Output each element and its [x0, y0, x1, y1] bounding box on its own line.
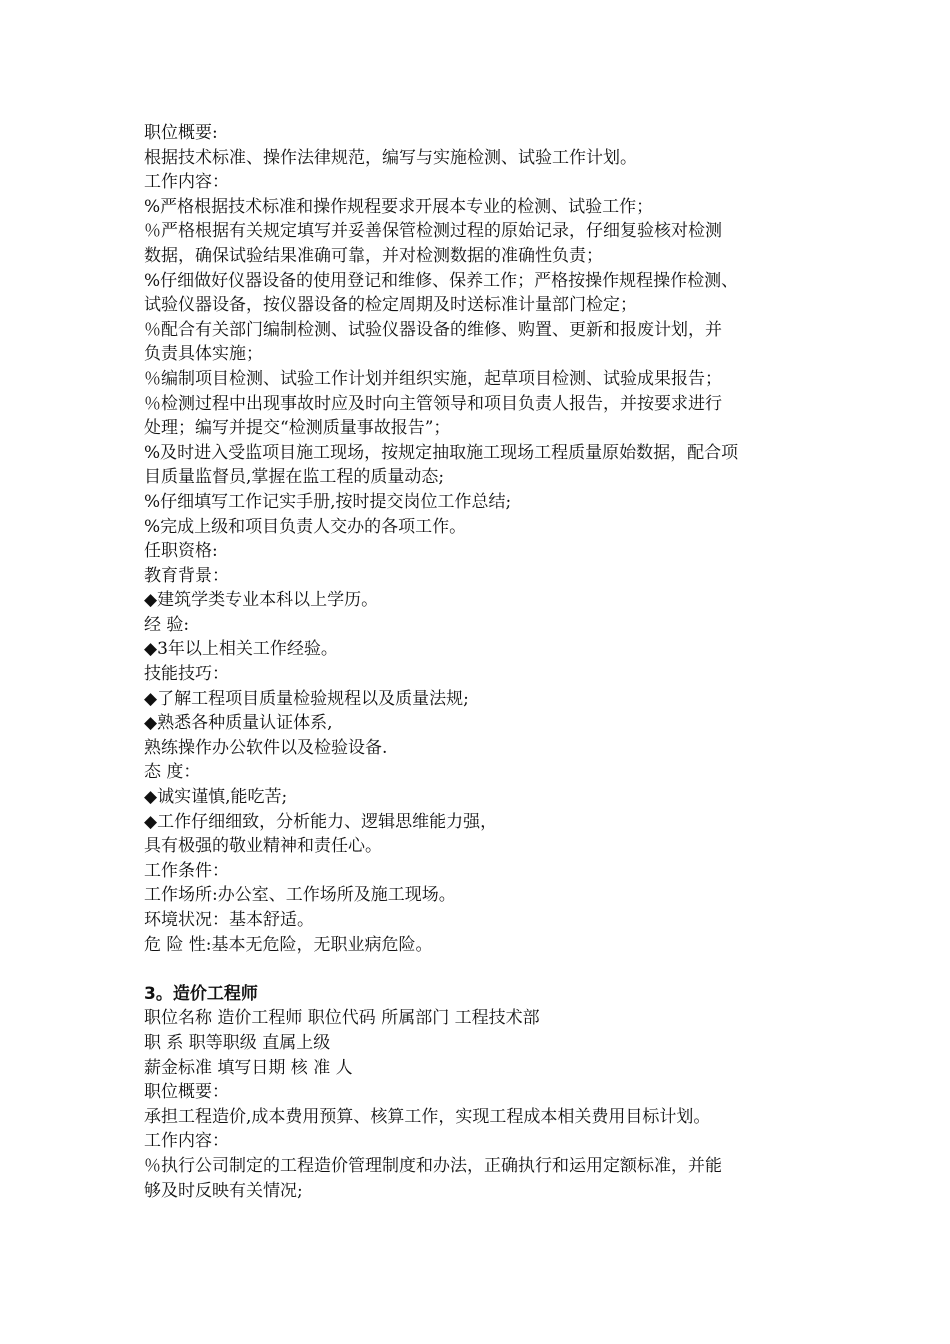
text-line: ◆诚实谨慎,能吃苦;	[144, 787, 288, 808]
text-line: ％编制项目检测、试验工作计划并组织实施，起草项目检测、试验成果报告；	[144, 368, 722, 389]
blank-line	[144, 957, 814, 982]
text-line: %仔细做好仪器设备的使用登记和维修、保养工作；严格按操作规程操作检测、	[144, 270, 739, 291]
text-line: 试验仪器设备，按仪器设备的检定周期及时送标准计量部门检定；	[144, 295, 637, 316]
text-line: 根据技术标准、操作法律规范，编写与实施检测、试验工作计划。	[144, 147, 637, 168]
text-line: ◆建筑学类专业本科以上学历。	[144, 590, 379, 611]
text-line: 工作内容：	[144, 1131, 229, 1152]
text-line: 危 险 性:基本无危险，无职业病危险。	[144, 934, 433, 955]
text-line: ％严格根据有关规定填写并妥善保管检测过程的原始记录，仔细复验核对检测	[144, 221, 722, 242]
text-line: 教育背景：	[144, 565, 229, 586]
text-line: 经 验:	[144, 614, 190, 635]
text-line: %仔细填写工作记实手册,按时提交岗位工作总结;	[144, 491, 512, 512]
text-line: %及时进入受监项目施工现场，按规定抽取施工现场工程质量原始数据，配合项	[144, 442, 739, 463]
text-line: ◆3年以上相关工作经验。	[144, 639, 338, 660]
text-line: %完成上级和项目负责人交办的各项工作。	[144, 516, 467, 537]
text-line: 熟练操作办公软件以及检验设备.	[144, 737, 388, 758]
text-line: 职位名称 造价工程师 职位代码 所属部门 工程技术部	[144, 1008, 540, 1029]
text-line: ％配合有关部门编制检测、试验仪器设备的维修、购置、更新和报废计划，并	[144, 319, 722, 340]
text-line: 工作场所:办公室、工作场所及施工现场。	[144, 885, 456, 906]
cost-engineer-block	[144, 1006, 814, 1203]
text-line: 够及时反映有关情况;	[144, 1180, 303, 1201]
text-line: ％执行公司制定的工程造价管理制度和办法，正确执行和运用定额标准，并能	[144, 1155, 722, 1176]
text-line: ％检测过程中出现事故时应及时向主管领导和项目负责人报告，并按要求进行	[144, 393, 722, 414]
text-line: ◆了解工程项目质量检验规程以及质量法规;	[144, 688, 469, 709]
text-line: 目质量监督员,掌握在监工程的质量动态;	[144, 467, 445, 488]
text-line: %严格根据技术标准和操作规程要求开展本专业的检测、试验工作；	[144, 196, 654, 217]
section-heading-cost-engineer: 3。造价工程师	[144, 983, 258, 1004]
text-line: 承担工程造价,成本费用预算、核算工作，实现工程成本相关费用目标计划。	[144, 1106, 711, 1127]
text-line: 工作内容：	[144, 172, 229, 193]
text-line: 负责具体实施；	[144, 344, 263, 365]
text-line: ◆熟悉各种质量认证体系,	[144, 713, 333, 734]
text-line: ◆工作仔细细致，分析能力、逻辑思维能力强，	[144, 811, 498, 832]
text-line: 职位概要:	[144, 123, 218, 143]
document-page	[144, 121, 814, 1203]
text-line: 数据，确保试验结果准确可靠，并对检测数据的准确性负责；	[144, 245, 603, 266]
text-line: 薪金标准 填写日期 核 准 人	[144, 1057, 353, 1078]
text-line: 工作条件：	[144, 860, 229, 881]
text-line: 具有极强的敬业精神和责任心。	[144, 836, 382, 857]
text-line: 处理；编写并提交“检测质量事故报告”；	[144, 418, 451, 439]
job-description-block	[144, 121, 814, 957]
text-line: 技能技巧：	[144, 664, 229, 685]
text-line: 任职资格:	[144, 541, 218, 562]
text-line: 职位概要：	[144, 1082, 229, 1103]
text-line: 环境状况：基本舒适。	[144, 910, 314, 930]
text-line: 态 度：	[144, 762, 201, 783]
text-line: 职 系 职等职级 直属上级	[144, 1032, 331, 1053]
